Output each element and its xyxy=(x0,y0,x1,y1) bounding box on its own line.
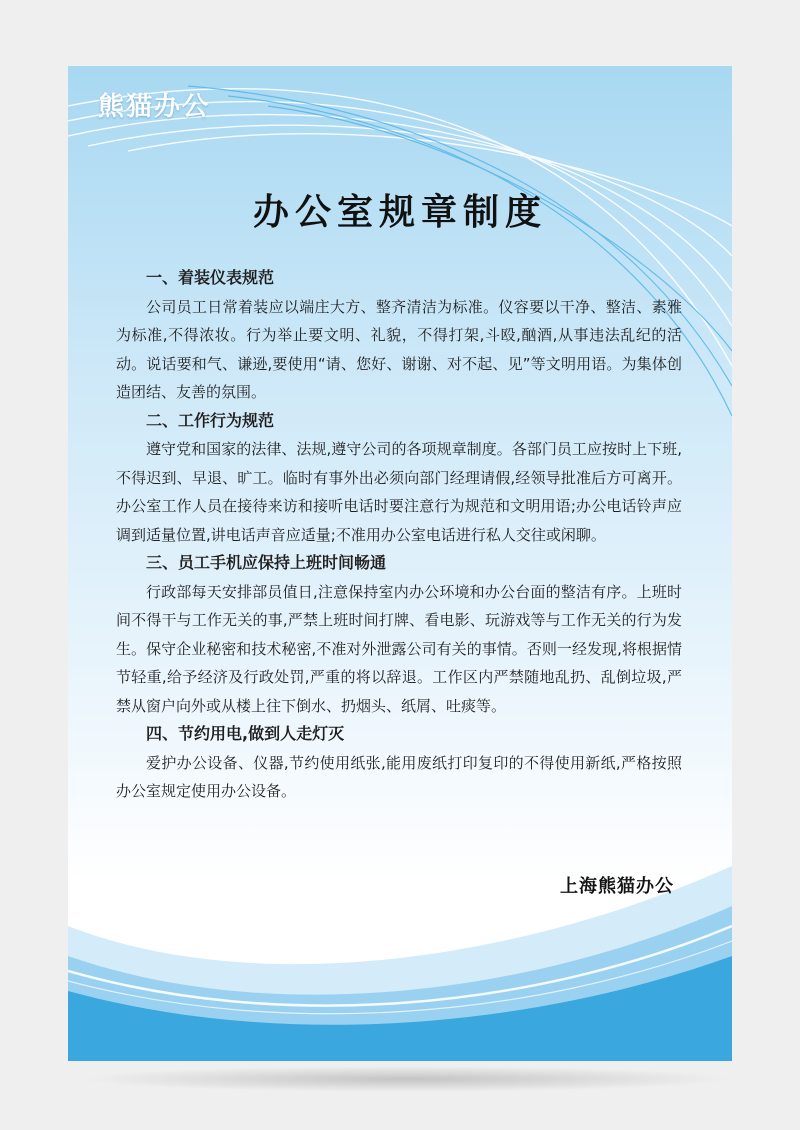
section-body-2: 遵守党和国家的法律、法规,遵守公司的各项规章制度。各部门员工应按时上下班,不得迟到、早退、旷工。临时有事外出必须向部门经理请假,经领导批准后方可离开。办公室工作人员在接待来访和接听电话时要注意行为规范和文明用语;办公电话铃声应调到适量位置,讲电话声音应适量;不准用办公室电话进行私人交往或闲聊。 xyxy=(116,440,682,544)
section-heading-3: 三、员工手机应保持上班时间畅通 xyxy=(146,553,387,572)
section-heading-2: 二、工作行为规范 xyxy=(146,410,275,430)
brand-logo: 熊猫办公 xyxy=(98,92,211,122)
section-body-4: 爱护办公设备、仪器,节约使用纸张,能用废纸打印复印的不得使用新纸,严格按照办公室规定使用办公设备。 xyxy=(116,753,682,800)
section-heading-1: 一、着装仪表规范 xyxy=(146,268,275,287)
rules-content xyxy=(116,264,682,806)
page-title: 办公室规章制度 xyxy=(252,192,547,233)
signature: 上海熊猫办公 xyxy=(560,876,674,897)
poster xyxy=(68,66,732,1061)
section-heading-4: 四、节约用电,做到人走灯灭 xyxy=(146,724,345,743)
section-body-3: 行政部每天安排部员值日,注意保持室内办公环境和办公台面的整洁有序。上班时间不得干与工作无关的事,严禁上班时间打牌、看电影、玩游戏等与工作无关的行为发生。保守企业秘密和技术秘密,不准对外泄露公司有关的事情。否则一经发现,将根据情节轻重,给予经济及行政处罚,严重的将以辞退。工作区内严禁随地乱扔、乱倒垃圾,严禁从窗户向外或从楼上往下倒水、扔烟头、纸屑、吐痰等。 xyxy=(116,582,682,715)
section-body-1: 公司员工日常着装应以端庄大方、整齐清洁为标准。仪容要以干净、整洁、素雅为标准,不得浓妆。行为举止要文明、礼貌，不得打架,斗殴,酗酒,从事违法乱纪的活动。说话要和气、谦逊,要使用“请、您好、谢谢、对不起、见”等文明用语。为集体创造团结、友善的氛围。 xyxy=(116,297,682,401)
poster-shadow xyxy=(78,1066,734,1092)
